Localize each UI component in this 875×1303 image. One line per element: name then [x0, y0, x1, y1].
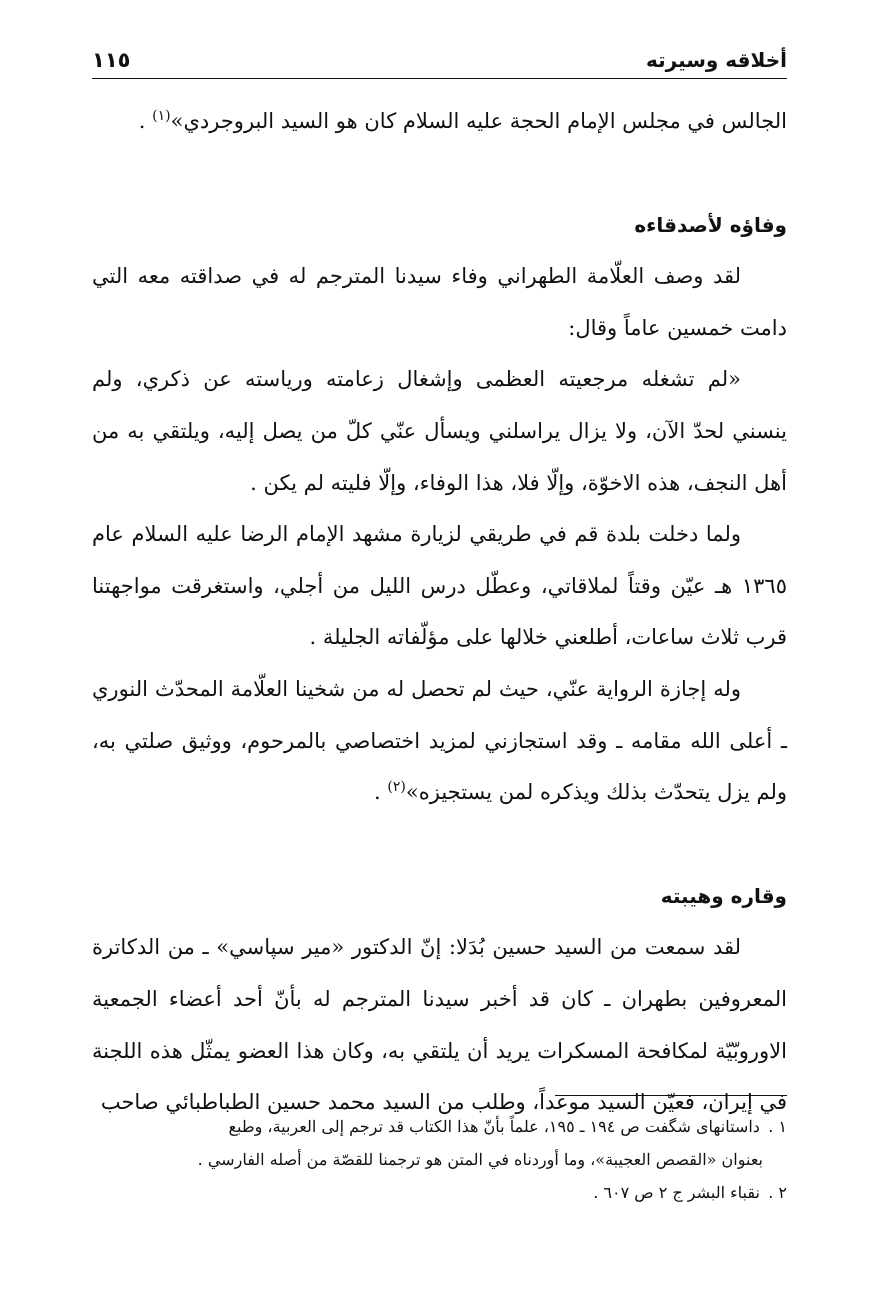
footnote-2 [92, 1176, 787, 1209]
paragraph-continuation [92, 96, 787, 148]
section-heading-loyalty: وفاؤه لأصدقاءه [634, 212, 787, 237]
paragraph-end: . [138, 109, 146, 133]
paragraph: لقد وصف العلّامة الطهراني وفاء سيدنا المترجم له في صداقته معه التي دامت خمسين عاماً وقال: [92, 264, 787, 340]
paragraph-text: الجالس في مجلس الإمام الحجة عليه السلام كان هو السيد البروجردي» [170, 109, 787, 133]
spacer [92, 148, 787, 200]
quote-paragraph: «لم تشغله مرجعيته العظمى وإشغال زعامته ورياسته عن ذكري، ولم ينسني لحدّ الآن، ولا يزال يراسلني ويسأل عنّي كلّ من يصل إليه، ويلتقي به من أهل النجف، هذه الاخوّة، وإلّا فلا، هذا الوفاء، وإلّا فليته لم يكن . [92, 367, 787, 495]
paragraph: لقد سمعت من السيد حسين بُدَلا: إنّ الدكتور «مير سپاسي» ـ من الدكاترة المعروفين بطهران ـ كان قد أخبر سيدنا المترجم له بأنّ أحد أعضاء الجمعية الاوروبّيّة لمكافحة المسكرات يريد أن يلتقي به، وكان هذا العضو يمثّل هذه اللجنة في إيران، فعيّن السيد موعداً، وطلب من السيد محمد حسين الطباطبائي صاحب [92, 935, 787, 1115]
footnotes [92, 1110, 787, 1209]
footnote-number: ١ . [768, 1117, 787, 1136]
paragraph-end: . [374, 780, 381, 805]
paragraph-text: وله إجازة الرواية عنّي، حيث لم تحصل له من شخينا العلّامة المحدّث النوري ـ أعلى الله مقامه ـ وقد استجازني لمزيد اختصاصي بالمرحوم، ووثيق صلتي به، ولم يزل يتحدّث بذلك ويذكره لمن يستجيزه» [92, 676, 787, 805]
page-number: ١١٥ [92, 48, 131, 72]
running-title: أخلاقه وسيرته [646, 48, 787, 72]
running-header [92, 36, 787, 79]
footnote-text: نقباء البشر ج ٢ ص ٦٠٧ . [593, 1183, 760, 1202]
footnote-divider [555, 1095, 787, 1096]
footnote-1-continuation: بعنوان «القصص العجيبة»، وما أوردناه في المتن هو ترجمنا للقصّة من أصله الفارسي . [197, 1150, 763, 1169]
section-heading-dignity: وقاره وهيبته [660, 883, 787, 908]
spacer [92, 819, 787, 871]
quote-paragraph [92, 664, 787, 819]
footnote-text: داستانهاى شگفت ص ١٩٤ ـ ١٩٥، علماً بأنّ هذا الكتاب قد ترجم إلى العربية، وطبع [228, 1117, 760, 1136]
main-text [92, 96, 787, 1129]
footnote-ref-2: (٢) [387, 779, 406, 796]
quote-paragraph: ولما دخلت بلدة قم في طريقي لزيارة مشهد الإمام الرضا عليه السلام عام ١٣٦٥ هـ عيّن وقتاً لملاقاتي، وعطّل درس الليل من أجلي، واستغرقت مواجهتنا قرب ثلاث ساعات، أطلعني خلالها على مؤلّفاته الجليلة . [92, 522, 787, 650]
footnote-ref-1: (١) [152, 108, 171, 124]
footnote-number: ٢ . [768, 1183, 787, 1202]
footnote-1 [92, 1110, 787, 1143]
